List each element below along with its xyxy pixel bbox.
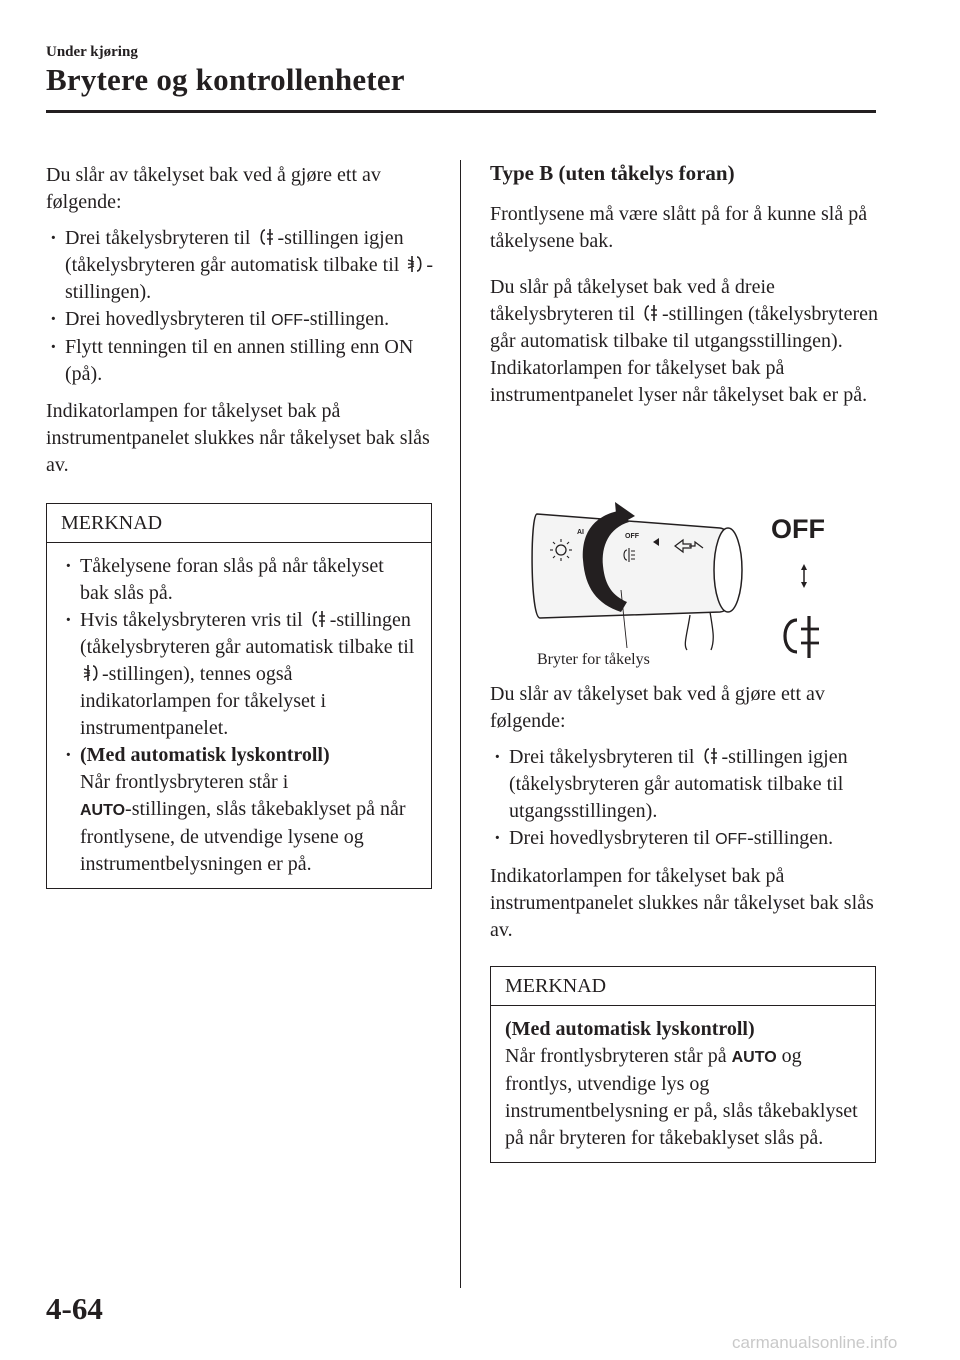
left-column <box>46 162 436 479</box>
left-bullet-2: · Drei hovedlysbryteren til OFF-stillingen. <box>46 306 436 334</box>
note-box-right <box>490 966 876 1163</box>
right-paragraph-4: Du slår av tåkelyset bak ved å gjøre ett av følgende: <box>490 683 825 732</box>
column-divider <box>460 160 461 1288</box>
left-paragraph: Indikatorlampen for tåkelyset bak på instrumentpanelet slukkes når tåkelyset bak slås av. <box>46 400 430 476</box>
off-symbol: OFF <box>271 312 304 329</box>
stalk-end <box>714 528 742 612</box>
rear-fog-light-icon <box>257 227 277 247</box>
right-paragraph-5: Indikatorlampen for tåkelyset bak på instrumentpanelet slukkes når tåkelyset bak slås av. <box>490 865 874 941</box>
rear-fog-light-icon <box>641 303 661 323</box>
right-paragraph-1: Frontlysene må være slått på for å kunne slå på tåkelysene bak. <box>490 203 868 252</box>
rear-fog-light-icon <box>309 609 329 629</box>
auto-symbol: AUTO <box>731 1049 777 1066</box>
right-column-bottom <box>490 681 880 944</box>
page-title: Brytere og kontrollenheter <box>46 62 405 97</box>
note-item-1: · Tåkelysene foran slås på når tåkelyset bak slås på. <box>61 553 417 607</box>
svg-text:AI: AI <box>577 529 584 536</box>
auto-symbol: AUTO <box>80 802 126 819</box>
left-intro: Du slår av tåkelyset bak ved å gjøre ett av følgende: <box>46 164 381 213</box>
right-bullet-2: · Drei hovedlysbryteren til OFF-stillingen. <box>490 825 880 853</box>
note-box-left <box>46 503 432 889</box>
front-fog-light-icon <box>405 254 425 274</box>
figure-off-label: OFF <box>771 514 825 544</box>
section-label: Under kjøring <box>46 44 138 60</box>
right-column-top <box>490 160 880 409</box>
left-bullet-3: · Flytt tenningen til en annen stilling enn ON (på). <box>46 334 436 388</box>
type-b-subheading: Type B (uten tåkelys foran) <box>490 161 735 185</box>
off-symbol: OFF <box>715 831 748 848</box>
figure-caption: Bryter for tåkelys <box>537 651 650 668</box>
rear-fog-light-icon <box>785 616 819 658</box>
right-bullet-1: · Drei tåkelysbryteren til -stillingen igjen (tåkelysbryteren går automatisk tilbake til utgangsstillingen). <box>490 744 880 825</box>
stalk-body <box>532 514 737 618</box>
page-number: 4-64 <box>46 1291 103 1326</box>
left-bullet-1: · Drei tåkelysbryteren til -stillingen igjen (tåkelysbryteren går automatisk tilbake til -stillingen). <box>46 225 436 306</box>
note-body: (Med automatisk lyskontroll) Når frontlysbryteren står på AUTO og frontlys, utvendige lys og instrumentbelysning er på, slås tåkebaklyset på når bryteren for tåkebaklyset slås på. <box>505 1018 858 1149</box>
watermark: carmanualsonline.info <box>732 1333 898 1352</box>
right-paragraph-2: Du slår på tåkelyset bak ved å dreie tåkelysbryteren til -stillingen (tåkelysbryteren går automatisk tilbake til utgangsstillingen). <box>490 276 878 352</box>
note-item-3: · (Med automatisk lyskontroll) Når frontlysbryteren står i AUTO-stillingen, slås tåkebaklyset på når frontlysene, de utvendige lysene og instrumentbelysningen er på. <box>61 742 417 878</box>
fog-switch-figure <box>525 500 875 670</box>
rear-fog-light-icon <box>701 746 721 766</box>
title-rule <box>46 110 876 113</box>
svg-text:OFF: OFF <box>625 533 639 540</box>
note-heading: MERKNAD <box>47 504 431 543</box>
front-fog-light-icon <box>81 663 101 683</box>
note-heading: MERKNAD <box>491 967 875 1006</box>
right-paragraph-3: Indikatorlampen for tåkelyset bak på instrumentpanelet lyser når tåkelyset bak er på. <box>490 357 868 406</box>
note-item-2: · Hvis tåkelysbryteren vris til -stillingen (tåkelysbryteren går automatisk tilbake til -stillingen), tennes også indikatorlampen for tåkelyset i instrumentpanelet. <box>61 607 417 742</box>
